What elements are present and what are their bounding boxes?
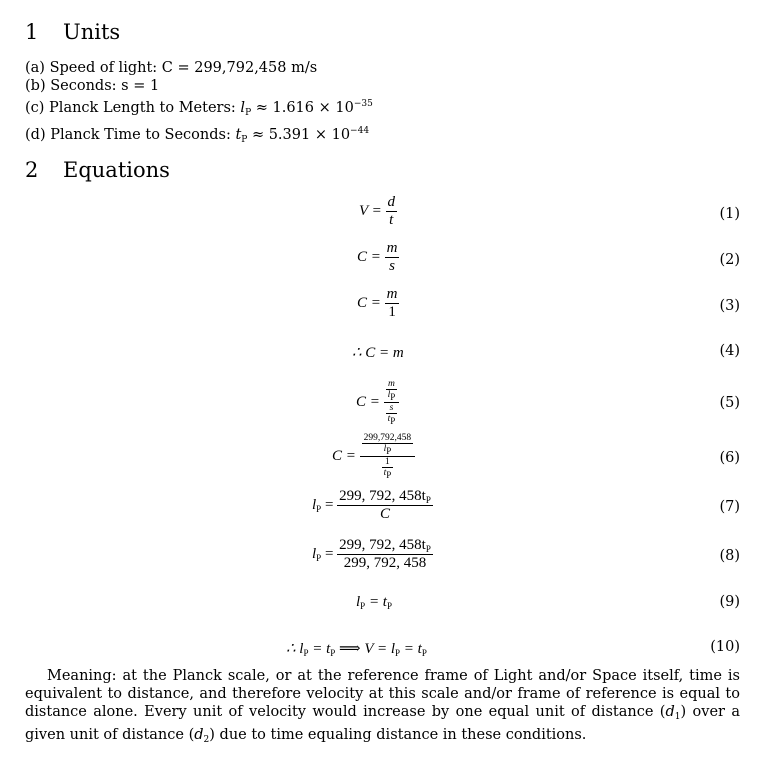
unit-approx: ≈ 1.616 × 10 [251, 100, 354, 116]
equation-lhs: l [312, 545, 317, 562]
meaning-text: ) due to time equaling distance in these conditions. [209, 727, 587, 743]
fraction-numerator: 299, 792, 458t [339, 488, 426, 504]
section-title-units: Units [63, 20, 121, 44]
unit-exponent: −44 [350, 126, 370, 136]
unit-symbol-sub: P [245, 108, 252, 118]
unit-text: Seconds: s = 1 [50, 78, 160, 94]
unit-item-planck-length [25, 95, 373, 122]
unit-item-planck-time [25, 122, 373, 149]
planck-length-symbol: lP [387, 390, 396, 402]
equation-6 [332, 433, 415, 480]
equation-number: (1) [719, 206, 740, 222]
distance-subscript: 1 [674, 712, 681, 722]
planck-time-symbol: tP [383, 468, 392, 480]
equation-number: (5) [719, 395, 740, 411]
section-number: 2 [25, 158, 39, 182]
equation-1 [359, 194, 397, 229]
inner-numerator: m [386, 379, 398, 390]
equation-lhs: C = [356, 393, 380, 410]
equation-lhs: C = [357, 294, 381, 311]
section-number: 1 [25, 20, 39, 44]
unit-symbol: l [240, 100, 246, 116]
fraction-denominator: C [379, 506, 390, 522]
unit-label: (c) [25, 100, 45, 116]
fraction-denominator: 299, 792, 458 [343, 555, 427, 571]
equation-number: (6) [719, 450, 740, 466]
meaning-paragraph [25, 667, 740, 749]
inner-numerator: s [386, 403, 398, 414]
distance-symbol: d [194, 727, 204, 743]
unit-label: (d) [25, 127, 46, 143]
unit-symbol-sub: P [241, 135, 248, 145]
meaning-text: Meaning: at the Planck scale, or at the reference frame of Light and/or Space itself, time is equivalent to distance, and therefore velocity at this scale and/or frame of reference is equal to distance alone. Every unit of velocity would increase by one equal unit of distance ( [25, 668, 740, 720]
unit-symbol: t [235, 127, 242, 143]
unit-label: (a) [25, 60, 45, 76]
equation-lhs: C = [357, 248, 381, 265]
unit-item-speed-of-light [25, 59, 373, 77]
planck-time-symbol: tP [387, 414, 396, 426]
equation-5 [356, 379, 399, 426]
equation-lhs: V = [359, 202, 382, 219]
equation-number: (2) [719, 252, 740, 268]
fraction-denominator: t [389, 212, 394, 228]
equation-number: (8) [719, 548, 740, 564]
equation-number: (10) [710, 639, 740, 655]
fraction-numerator: d [387, 194, 396, 210]
fraction-numerator: m [386, 286, 398, 302]
equation-number: (3) [719, 298, 740, 314]
section-title-equations: Equations [63, 158, 170, 182]
fraction-numerator: 299, 792, 458t [339, 537, 426, 553]
equation-lhs: C = [332, 447, 356, 464]
meaning-text: ) over a given unit of distance ( [25, 704, 740, 743]
inner-numerator: 1 [382, 457, 394, 468]
equation-9: $l_P = t_P$ [356, 594, 392, 611]
equation-lhs: l [312, 496, 317, 513]
equation-7: $l_P$ = $\frac{299, 792, 458t_P}{C}$ [312, 488, 431, 522]
units-list [25, 59, 373, 149]
equation-2 [357, 240, 399, 275]
unit-exponent: −35 [353, 99, 373, 109]
unit-approx: ≈ 5.391 × 10 [247, 127, 351, 143]
planck-length-symbol: lP [383, 444, 392, 456]
equation-8: $l_P$ = $\frac{299, 792, 458t_P}{299, 792, 458}$ [312, 537, 431, 571]
equation-number: (4) [719, 343, 740, 359]
equation-4: ∴ C = m [352, 345, 404, 361]
equation-10: ∴ $l_P = t_P$ ⟹ $V = l_P = t_P$ [286, 641, 427, 658]
unit-label: (b) [25, 78, 46, 94]
equation-3 [357, 286, 399, 321]
unit-text: Planck Time to Seconds: [50, 127, 236, 143]
fraction-numerator: m [386, 240, 398, 256]
unit-item-seconds [25, 77, 373, 95]
distance-symbol: d [665, 704, 675, 720]
unit-text: Planck Length to Meters: [49, 100, 241, 116]
distance-subscript: 2 [203, 735, 210, 745]
fraction-denominator: s [389, 258, 395, 274]
equation-number: (7) [719, 499, 740, 515]
equation-lhs: l [356, 594, 361, 610]
fraction-denominator: 1 [388, 304, 396, 320]
unit-text: Speed of light: C = 299,792,458 m/s [49, 60, 318, 76]
speed-of-light-value: 299,792,458 [363, 433, 412, 443]
equation-number: (9) [719, 594, 740, 610]
